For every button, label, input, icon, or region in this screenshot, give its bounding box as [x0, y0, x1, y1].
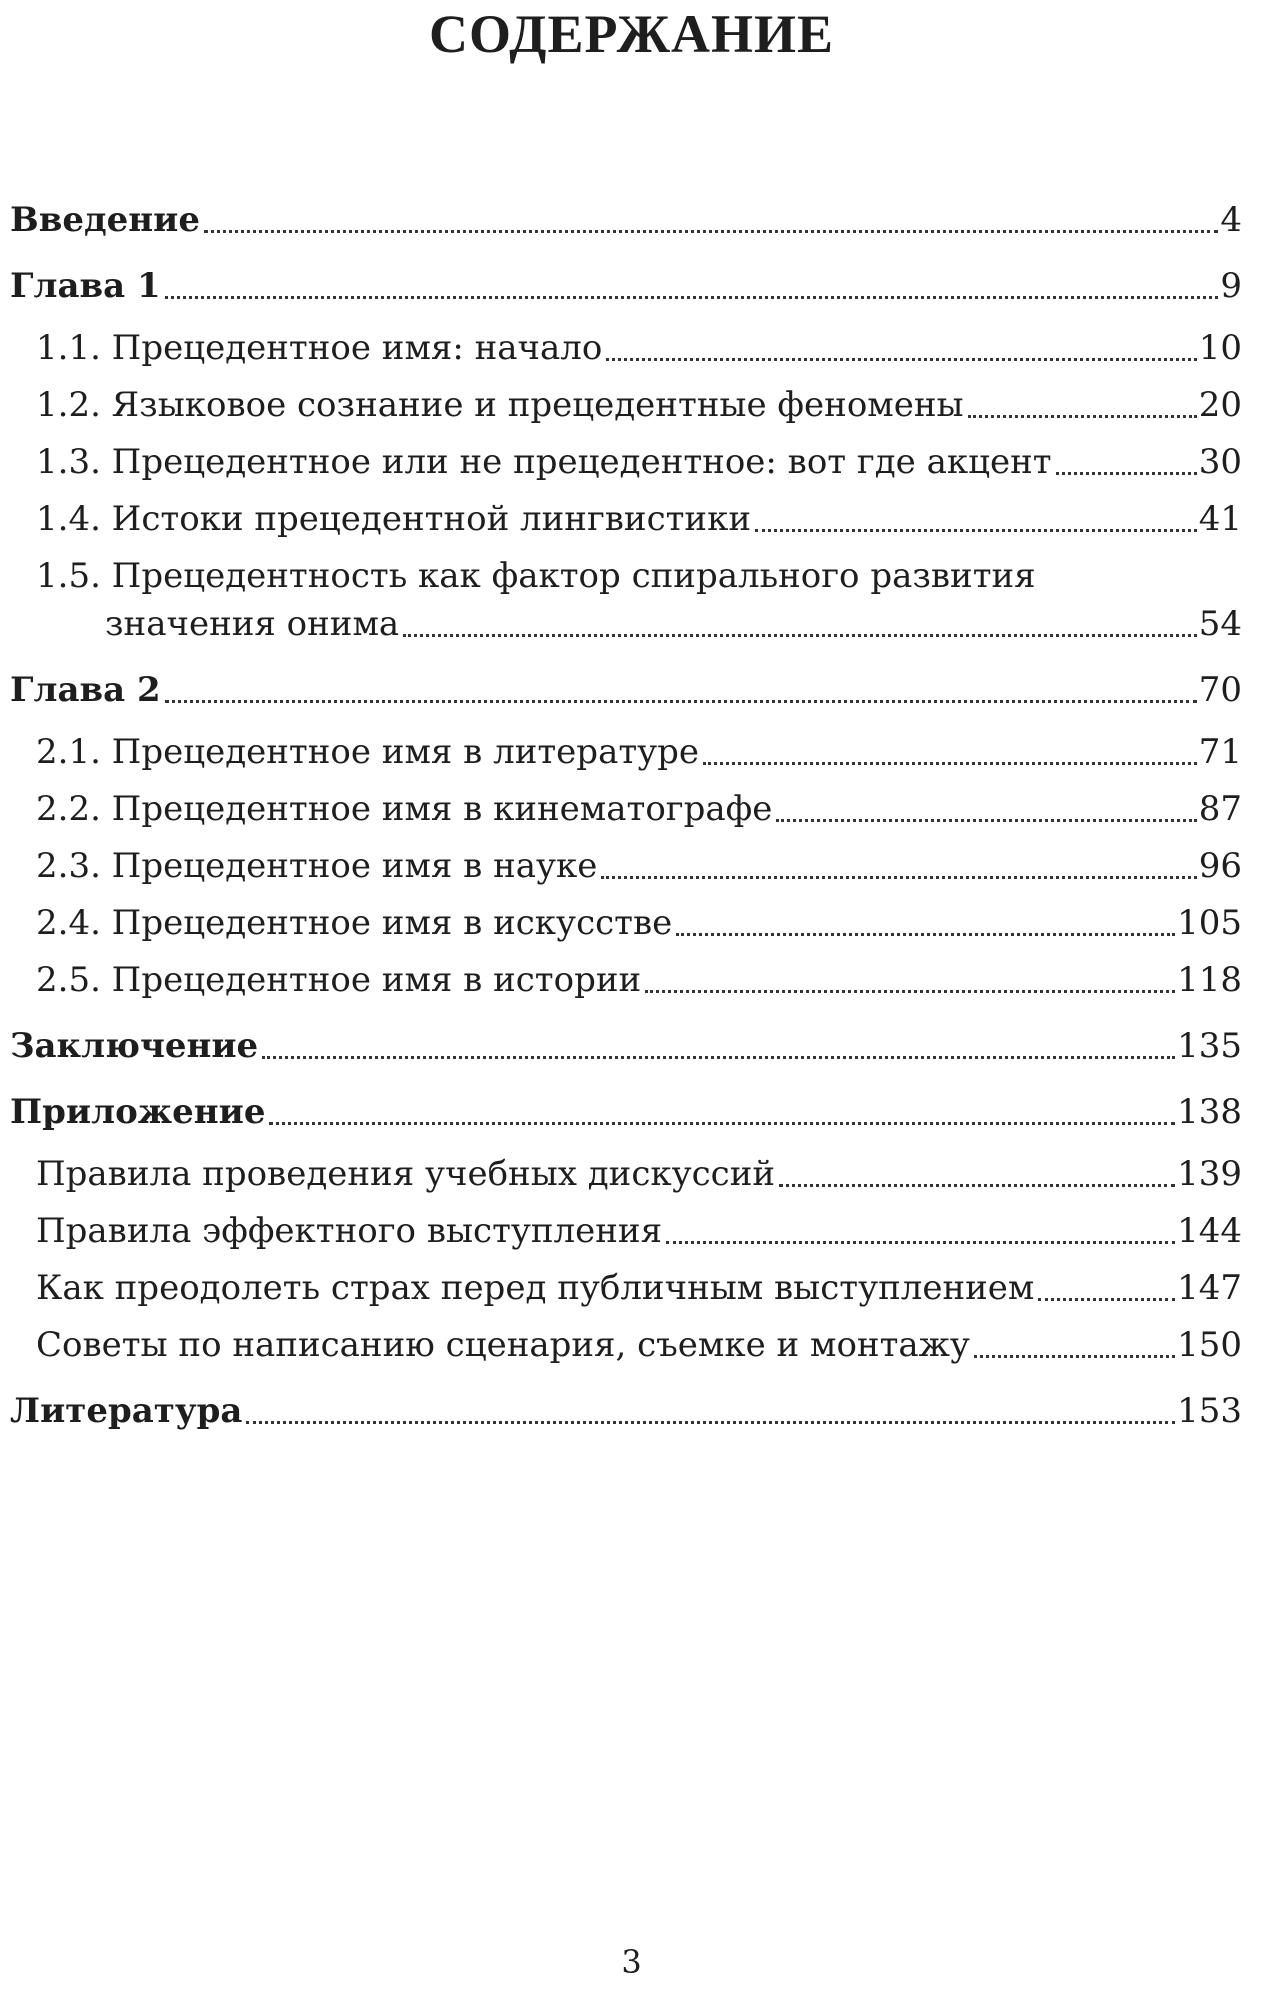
dot-leader [262, 1056, 1175, 1059]
toc-entry-page: 70 [1198, 670, 1242, 710]
toc-entry-literature[interactable] [10, 1389, 1242, 1433]
toc-entry-page: 10 [1198, 328, 1242, 368]
toc-entry-section-1-1[interactable] [10, 326, 1242, 370]
toc-entry-appendix-discussions[interactable] [10, 1152, 1242, 1196]
page-number: 3 [621, 1943, 642, 1981]
toc-entry-page: 153 [1177, 1391, 1242, 1431]
dot-leader [165, 700, 1197, 703]
toc-entry-page: 20 [1198, 385, 1242, 425]
toc-entry-section-2-1[interactable] [10, 730, 1242, 774]
toc-entry-label: Глава 2 [10, 670, 161, 710]
toc-entry-section-2-5[interactable] [10, 958, 1242, 1002]
toc-entry-page: 71 [1198, 732, 1242, 772]
dot-leader [1038, 1298, 1175, 1301]
dot-leader [676, 933, 1175, 936]
toc-entry-section-2-3[interactable] [10, 844, 1242, 888]
toc-entry-section-1-2[interactable] [10, 383, 1242, 427]
toc-entry-label: 1.5. Прецедентность как фактор спирального развития [36, 556, 1036, 596]
toc-entry-label: 2.2. Прецедентное имя в кинематографе [36, 789, 773, 829]
toc-entry-section-1-5[interactable] [10, 554, 1242, 598]
toc-entry-section-1-3[interactable] [10, 440, 1242, 484]
toc-entry-page: 87 [1198, 789, 1242, 829]
toc-entry-page: 96 [1198, 846, 1242, 886]
toc-entry-label: Правила проведения учебных дискуссий [36, 1154, 776, 1194]
toc-entry-label: Литература [10, 1391, 243, 1431]
toc-entry-label: Советы по написанию сценария, съемке и монтажу [36, 1325, 970, 1365]
page-title: СОДЕРЖАНИЕ [429, 4, 834, 64]
toc-entry-introduction[interactable] [10, 198, 1242, 242]
toc-entry-page: 105 [1177, 903, 1242, 943]
toc-entry-page: 54 [1198, 604, 1242, 644]
table-of-contents [10, 198, 1242, 1433]
toc-entry-page: 9 [1220, 266, 1242, 306]
toc-entry-label: Заключение [10, 1026, 259, 1066]
dot-leader [968, 415, 1197, 418]
toc-entry-page: 4 [1220, 200, 1242, 240]
dot-leader [703, 762, 1197, 765]
toc-entry-label: 1.4. Истоки прецедентной лингвистики [36, 499, 751, 539]
dot-leader [666, 1241, 1175, 1244]
toc-entry-label: 2.3. Прецедентное имя в науке [36, 846, 598, 886]
toc-entry-page: 118 [1177, 960, 1242, 1000]
toc-entry-section-2-4[interactable] [10, 901, 1242, 945]
toc-entry-label: Глава 1 [10, 266, 161, 306]
dot-leader [601, 876, 1196, 879]
toc-entry-page: 147 [1177, 1268, 1242, 1308]
dot-leader [755, 529, 1197, 532]
toc-entry-page: 135 [1177, 1026, 1242, 1066]
dot-leader [246, 1421, 1175, 1424]
toc-entry-page: 138 [1177, 1092, 1242, 1132]
toc-entry-page: 30 [1198, 442, 1242, 482]
toc-entry-label: 2.5. Прецедентное имя в истории [36, 960, 642, 1000]
toc-entry-appendix-fear[interactable] [10, 1266, 1242, 1310]
toc-entry-conclusion[interactable] [10, 1024, 1242, 1068]
toc-entry-label: 2.1. Прецедентное имя в литературе [36, 732, 700, 772]
toc-entry-section-1-5-continued[interactable] [10, 602, 1242, 646]
dot-leader [269, 1122, 1175, 1125]
toc-entry-page: 139 [1177, 1154, 1242, 1194]
dot-leader [1056, 472, 1197, 475]
dot-leader [165, 296, 1219, 299]
toc-entry-appendix-speech[interactable] [10, 1209, 1242, 1253]
dot-leader [403, 634, 1197, 637]
toc-entry-appendix-video[interactable] [10, 1323, 1242, 1367]
dot-leader [776, 819, 1196, 822]
dot-leader [974, 1355, 1175, 1358]
toc-entry-label: Приложение [10, 1092, 266, 1132]
toc-entry-section-2-2[interactable] [10, 787, 1242, 831]
toc-entry-label: Введение [10, 200, 201, 240]
dot-leader [645, 990, 1175, 993]
toc-entry-page: 150 [1177, 1325, 1242, 1365]
dot-leader [779, 1184, 1175, 1187]
toc-entry-label: Как преодолеть страх перед публичным выступлением [36, 1268, 1035, 1308]
toc-entry-label: 1.2. Языковое сознание и прецедентные феномены [36, 385, 964, 425]
toc-entry-label: 1.3. Прецедентное или не прецедентное: вот где акцент [36, 442, 1052, 482]
toc-entry-appendix[interactable] [10, 1090, 1242, 1134]
toc-entry-page: 144 [1177, 1211, 1242, 1251]
dot-leader [204, 230, 1218, 233]
toc-entry-section-1-4[interactable] [10, 497, 1242, 541]
dot-leader [606, 358, 1196, 361]
toc-entry-label: 2.4. Прецедентное имя в искусстве [36, 903, 673, 943]
toc-entry-chapter-2[interactable] [10, 668, 1242, 712]
toc-entry-label: Правила эффектного выступления [36, 1211, 663, 1251]
toc-entry-page: 41 [1198, 499, 1242, 539]
toc-entry-label: 1.1. Прецедентное имя: начало [36, 328, 603, 368]
toc-entry-chapter-1[interactable] [10, 264, 1242, 308]
toc-entry-label-continued: значения онима [105, 604, 400, 644]
